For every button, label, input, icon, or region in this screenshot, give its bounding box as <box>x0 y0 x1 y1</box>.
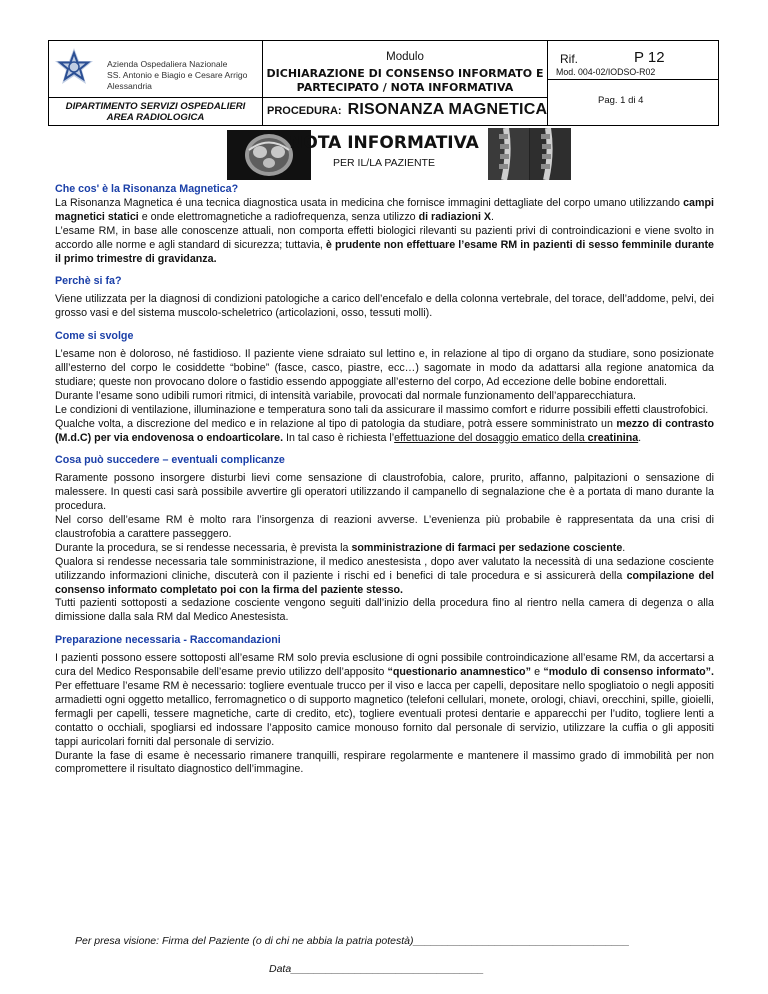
section-preparazione <box>55 634 714 777</box>
module-title: DICHIARAZIONE DI CONSENSO INFORMATO E PARTECIPATO / NOTA INFORMATIVA <box>266 67 544 94</box>
section-title: Cosa può succedere – eventuali complicanze <box>55 454 285 467</box>
document-body <box>55 183 714 786</box>
paragraph: L’esame RM, in base alle conoscenze attuali, non comporta effetti biologici rilevanti su pazienti privi di controindicazioni e viene svolto in accordo alle norme e agli standard di sicurezza; tuttavia, è prudente non effettuare l’esame RM in pazienti di sesso femminile durante il primo trimestre di gravidanza. <box>55 224 714 265</box>
paragraph: Durante la procedura, se si rendesse necessaria, è prevista la somministrazione di farmaci per sedazione cosciente. <box>55 541 626 554</box>
section-perche <box>55 275 714 321</box>
page-subtitle: PER IL/LA PAZIENTE <box>333 157 435 169</box>
paragraph: I pazienti possono essere sottoposti all’esame RM solo previa esclusione di ogni possibile controindicazione all’esame RM, da accertarsi a cura del Medico Responsabile dell’esame previo utilizzo dell’apposito “questionario anamnestico” e “modulo di consenso informato”. Per effettuare l’esame RM è necessario: togliere eventuale trucco per il viso e lacca per capelli, depositare nello spogliatoio o negli appositi armadietti ogni oggetto metallico, ferromagnetico o di supporto magnetico (telefoni cellulari, monete, orologi, chiavi, orecchini, spille, gioielli, fermagli per capelli, tessere magnetiche, carte di credito, etc), togliere eventuali protesi dentarie e apparecchi per l’udito, togliere lenti a contatto o occhiali, spogliarsi ed indossare l’apposito camice monouso fornito dal personale di servizio, utilizzare la cuffia o gli appositi tappi auricolari forniti dal personale di servizio. <box>55 652 714 748</box>
section-title: Che cos' è la Risonanza Magnetica? <box>55 183 239 195</box>
section-title: Preparazione necessaria - Raccomandazioni <box>55 634 281 647</box>
section-title: Come si svolge <box>55 330 134 343</box>
paragraph: Le condizioni di ventilazione, illuminazione e temperatura sono tali da assicurare il massimo comfort e ridurre possibili effetti claustrofobici. <box>55 403 709 416</box>
paragraph: Tutti pazienti sottoposti a sedazione cosciente vengono seguiti dall’inizio della procedura fino al rientro nella camera di degenza o alla dimissione dalla sala RM dal Medico Anestesista. <box>55 597 714 624</box>
document-header <box>48 40 719 126</box>
procedure <box>267 101 547 119</box>
paragraph: Durante l’esame sono udibili rumori ritmici, di intensità variabile, provocati dal normale funzionamento dell’apparecchiatura. <box>55 389 636 402</box>
page-title: NOTA INFORMATIVA <box>289 133 479 153</box>
paragraph: Raramente possono insorgere disturbi lievi come sensazione di claustrofobia, calore, prurito, affanno, palpitazioni o sensazione di malessere. In questi casi sarà possibile avvertire gli operatori utilizzando il campanello di segnalazione che è a portata di mano durante la procedura. <box>55 472 714 513</box>
rif-value: P 12 <box>634 49 665 66</box>
section-title: Perchè si fa? <box>55 275 122 288</box>
hospital-logo <box>53 47 95 89</box>
paragraph: Nel corso dell’esame RM è molto rara l’insorgenza di reazioni avverse. L’evenienza più probabile è rappresentata da una crisi di claustrofobia a carattere passeggero. <box>55 514 714 540</box>
paragraph: Qualora si rendesse necessaria tale somministrazione, il medico anestesista , dopo aver valutato la necessità di una sedazione cosciente utilizzando informazioni cliniche, discuterà con il paziente i rischi ed i benefici di tale procedura e si assicurerà della compilazione del consenso informato completato poi con la firma del paziente stesso. <box>55 555 714 596</box>
paragraph: Qualche volta, a discrezione del medico e in relazione al tipo di patologia da studiare, potrà essere somministrato un mezzo di contrasto (M.d.C) per via endovenosa o endoarticolare. In tal caso è richiesta l’effettuazione del dosaggio ematico della creatinina. <box>55 417 715 444</box>
header-reference-cell <box>548 41 718 125</box>
paragraph: Viene utilizzata per la diagnosi di condizioni patologiche a carico dell’encefalo e della colonna vertebrale, del torace, dell’addome, pelvi, dei grosso vasi e del sistema muscolo-scheletrico (articolazioni, osso, tessuti molli). <box>55 293 714 320</box>
institution-name: Azienda Ospedaliera Nazionale SS. Antonio e Biagio e Cesare Arrigo Alessandria <box>107 59 248 91</box>
department-name: DIPARTIMENTO SERVIZI OSPEDALIERI AREA RADIOLOGICA <box>65 101 246 123</box>
module-label: Modulo <box>386 51 424 63</box>
rif-label: Rif. <box>560 52 578 66</box>
date-line[interactable]: Data_________________________________ <box>269 963 484 975</box>
module-code: Mod. 004-02/IODSO-R02 <box>556 67 656 77</box>
header-module-cell <box>263 41 548 125</box>
section-come-si-svolge <box>55 330 714 445</box>
signature-line[interactable]: Per presa visione: Firma del Paziente (o di chi ne abbia la patria potestà)_____________________________________ <box>75 935 630 947</box>
procedure-label: PROCEDURA: <box>267 105 342 117</box>
section-complicanze <box>55 454 714 625</box>
page-number: Pag. 1 di 4 <box>598 95 644 106</box>
procedure-value: RISONANZA MAGNETICA <box>347 101 548 118</box>
header-institution-cell <box>49 41 263 125</box>
paragraph: Durante la fase di esame è necessario rimanere tranquilli, respirare regolarmente e mantenere il massimo grado di immobilità per non compromettere il risultato diagnostico dell’immagine. <box>55 749 714 776</box>
spine-mri-image <box>488 128 571 180</box>
paragraph: La Risonanza Magnetica é una tecnica diagnostica usata in medicina che fornisce immagini dettagliate del corpo umano utilizzando campi magnetici statici e onde elettromagnetiche a radiofrequenza, senza utilizzo di radiazioni X. <box>55 196 714 223</box>
section-cosa-e <box>55 183 714 266</box>
paragraph: L’esame non è doloroso, né fastidioso. Il paziente viene sdraiato sul lettino e, in relazione al tipo di organo da studiare, sono posizionate alll’esterno del corpo le cosiddette “bobine” (fasce, casco, piastre, ecc…) sagomate in modo da adattarsi alla regione anatomica da studiare; queste non provocano dolore o fastidio essendo appoggiate all’esterno del corpo, Ad eccezione delle bobine endorettali. <box>55 348 714 388</box>
